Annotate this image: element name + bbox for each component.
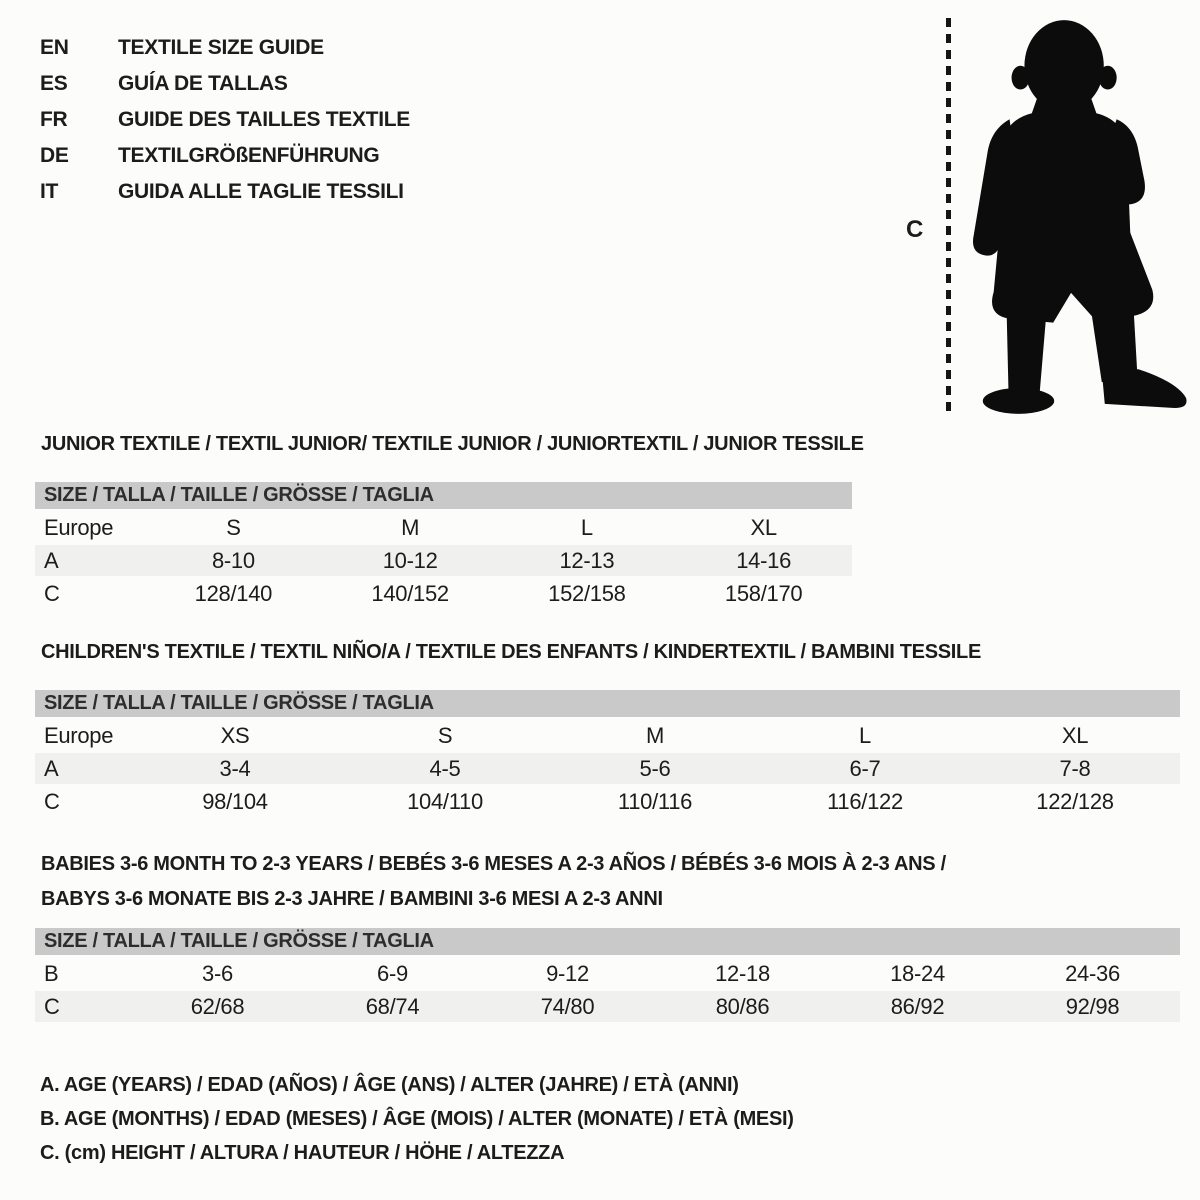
table-cell: 6-7 (849, 755, 881, 781)
table-row (35, 991, 1180, 1022)
guide-title: GUIDE DES TAILLES TEXTILE (118, 108, 410, 131)
row-label: A (44, 547, 59, 573)
section-title: JUNIOR TEXTILE / TEXTIL JUNIOR/ TEXTILE JUNIOR / JUNIORTEXTIL / JUNIOR TESSILE (41, 433, 864, 455)
table-cell: 128/140 (194, 580, 273, 606)
legend-line: C. (cm) HEIGHT / ALTURA / HAUTEUR / HÖHE / ALTEZZA (40, 1142, 565, 1164)
table-row (35, 786, 1180, 817)
language-row (40, 174, 410, 210)
table-cell: 4-5 (429, 755, 461, 781)
table-cell: S (226, 514, 241, 540)
table-cell: XS (220, 722, 250, 748)
section-title-group (35, 640, 1180, 664)
table-cell: XL (750, 514, 777, 540)
language-code: EN (40, 36, 69, 59)
legend-line: B. AGE (MONTHS) / EDAD (MESES) / ÂGE (MOIS) / ALTER (MONATE) / ETÀ (MESI) (40, 1108, 794, 1130)
guide-title: GUIDA ALLE TAGLIE TESSILI (118, 180, 404, 203)
table-cell: 18-24 (890, 960, 945, 986)
section-childrens-textile (35, 640, 1180, 817)
table-cell: 62/68 (190, 993, 245, 1019)
guide-title: TEXTILE SIZE GUIDE (118, 36, 324, 59)
table-cell: 98/104 (202, 788, 268, 814)
toddler-silhouette-icon (958, 12, 1196, 418)
table-cell: 158/170 (724, 580, 803, 606)
size-header-bar: SIZE / TALLA / TAILLE / GRÖSSE / TAGLIA (35, 690, 1180, 717)
row-label: B (44, 960, 59, 986)
section-title: CHILDREN'S TEXTILE / TEXTIL NIÑO/A / TEXTILE DES ENFANTS / KINDERTEXTIL / BAMBINI TESSILE (41, 641, 981, 663)
table-cell: 9-12 (546, 960, 589, 986)
table-cell: 110/116 (617, 788, 693, 814)
table-cell: 7-8 (1059, 755, 1091, 781)
measure-c-label: C (906, 216, 924, 243)
language-row (40, 66, 410, 102)
table-cell: 12-18 (715, 960, 770, 986)
size-table (35, 720, 1180, 817)
table-cell: S (437, 722, 453, 748)
table-cell: 5-6 (639, 755, 671, 781)
table-cell: M (645, 722, 665, 748)
table-row (35, 578, 852, 609)
table-row (35, 753, 1180, 784)
row-label: A (44, 755, 59, 781)
language-list (40, 30, 410, 210)
row-label: C (44, 580, 60, 606)
size-header-bar: SIZE / TALLA / TAILLE / GRÖSSE / TAGLIA (35, 482, 852, 509)
guide-title: TEXTILGRÖßENFÜHRUNG (118, 144, 380, 167)
size-header-bar: SIZE / TALLA / TAILLE / GRÖSSE / TAGLIA (35, 928, 1180, 955)
table-row (35, 958, 1180, 989)
table-cell: M (401, 514, 420, 540)
table-cell: 3-6 (202, 960, 233, 986)
table-cell: 86/92 (890, 993, 945, 1019)
table-cell: L (580, 514, 593, 540)
table-cell: XL (1061, 722, 1089, 748)
section-babies-textile (35, 847, 1180, 1022)
table-cell: 116/122 (827, 788, 903, 814)
table-cell: 104/110 (407, 788, 483, 814)
section-junior-textile (35, 432, 864, 609)
row-label: Europe (44, 514, 114, 540)
language-row (40, 30, 410, 66)
table-row (35, 512, 852, 543)
table-cell: 74/80 (540, 993, 595, 1019)
size-table (35, 512, 852, 609)
language-row (40, 102, 410, 138)
table-cell: 122/128 (1036, 788, 1114, 814)
table-cell: 152/158 (548, 580, 626, 606)
size-table (35, 958, 1180, 1022)
table-cell: 3-4 (219, 755, 251, 781)
row-label: C (44, 993, 60, 1019)
legend-line: A. AGE (YEARS) / EDAD (AÑOS) / ÂGE (ANS) / ALTER (JAHRE) / ETÀ (ANNI) (40, 1074, 739, 1096)
table-cell: 24-36 (1065, 960, 1120, 986)
table-row (35, 545, 852, 576)
section-title: BABIES 3-6 MONTH TO 2-3 YEARS / BEBÉS 3-6 MESES A 2-3 AÑOS / BÉBÉS 3-6 MOIS À 2-3 ANS / (41, 853, 946, 875)
table-row (35, 720, 1180, 751)
language-code: FR (40, 108, 68, 131)
table-cell: 6-9 (377, 960, 408, 986)
table-cell: 140/152 (371, 580, 449, 606)
table-cell: 10-12 (382, 547, 438, 573)
section-title-group (35, 432, 864, 456)
table-cell: 92/98 (1065, 993, 1120, 1019)
table-cell: 68/74 (365, 993, 420, 1019)
language-code: DE (40, 144, 69, 167)
table-cell: L (859, 722, 871, 748)
legend (40, 1068, 794, 1170)
language-code: IT (40, 180, 59, 203)
row-label: Europe (44, 722, 114, 748)
table-cell: 8-10 (211, 547, 255, 573)
table-cell: 80/86 (715, 993, 770, 1019)
section-title-group (35, 847, 1180, 917)
language-code: ES (40, 72, 68, 95)
table-cell: 12-13 (559, 547, 615, 573)
section-title: BABYS 3-6 MONATE BIS 2-3 JAHRE / BAMBINI 3-6 MESI A 2-3 ANNI (41, 888, 663, 910)
language-row (40, 138, 410, 174)
table-cell: 14-16 (736, 547, 792, 573)
guide-title: GUÍA DE TALLAS (118, 72, 288, 95)
height-measure-dashed-line (946, 18, 951, 416)
row-label: C (44, 788, 60, 814)
